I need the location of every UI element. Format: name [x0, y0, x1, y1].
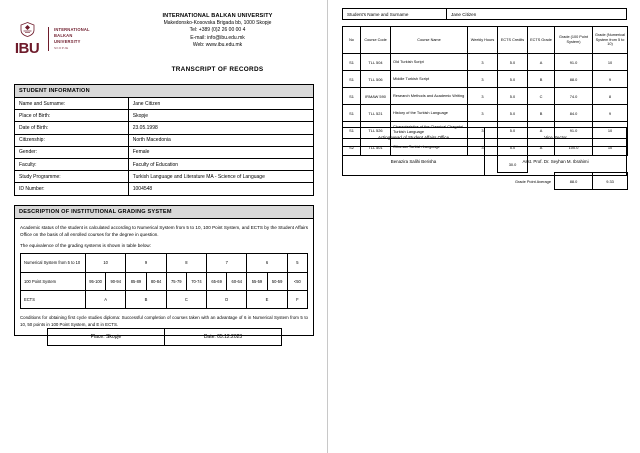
table-row — [343, 54, 628, 71]
row-value: Jane Citizen — [128, 98, 313, 110]
table-row — [15, 98, 313, 110]
grade-cell: 55-59 — [247, 272, 267, 290]
cell-no: S1 — [343, 54, 361, 71]
cell-course-name: Characteristics of the Classical Chagatai Turkish Language — [391, 122, 468, 139]
date-cell — [164, 329, 281, 345]
right-page — [328, 0, 640, 453]
grade-cell: 75-79 — [166, 272, 186, 290]
cell-course-name: History of the Turkish Language — [391, 105, 468, 122]
table-row — [15, 158, 313, 170]
student-name-value: Jane Citizen — [446, 9, 626, 19]
column-header-ects-credits: ECTS Credits — [498, 27, 528, 54]
cell-ects-credits: 5.0 — [498, 105, 528, 122]
table-row — [343, 88, 628, 105]
cell-ects-grade: A — [528, 122, 555, 139]
student-information-table — [15, 98, 313, 195]
grade-cell: E — [247, 290, 287, 308]
grade-cell: 90-94 — [106, 272, 126, 290]
table-row — [343, 105, 628, 122]
table-header-row — [343, 27, 628, 54]
cell-course-code: IRMAW 590 — [361, 88, 391, 105]
gpa-points: 88.0 — [555, 173, 593, 190]
cell-grade-100: 74.0 — [555, 88, 593, 105]
cell-ects-credits: 5.0 — [498, 54, 528, 71]
grade-cell: 50-59 — [267, 272, 287, 290]
date-label: Date: — [203, 334, 216, 340]
grade-cell: D — [207, 290, 247, 308]
cell-no: S1 — [343, 105, 361, 122]
cell-course-code: TLL 506 — [361, 71, 391, 88]
crest-icon — [19, 22, 36, 37]
column-header-grade-numeric: Grade (Numerical System from 5 to 10) — [593, 27, 628, 54]
grade-cell: A — [86, 290, 126, 308]
grading-subtitle: The equivalence of the grading systems is shown in table below: — [20, 243, 151, 249]
cell-grade-100: 100.0 — [555, 139, 593, 156]
grade-cell: 7 — [207, 254, 247, 272]
cell-no: S1 — [343, 122, 361, 139]
university-email: E-mail: info@ibu.edu.mk — [190, 34, 245, 41]
cell-ects-credits: 5.0 — [498, 122, 528, 139]
cell-course-code: TLL 501 — [361, 139, 391, 156]
page-title: TRANSCRIPT OF RECORDS — [171, 66, 264, 73]
column-header-ects-grade: ECTS Grade — [528, 27, 555, 54]
grade-cell: 70-74 — [186, 272, 206, 290]
row-value: Female — [128, 146, 313, 158]
place-date-row — [48, 329, 281, 345]
logo-line-1: INTERNATIONAL — [54, 26, 90, 32]
head-of-student-affairs-label: Acting Head of Student Affairs Office — [343, 128, 485, 147]
table-row — [343, 128, 627, 147]
logo-line-2: BALKAN — [54, 33, 73, 39]
cell-course-name: Research Methods and Academic Writing — [391, 88, 468, 105]
table-row — [21, 290, 308, 308]
place-value: Skopje — [106, 334, 122, 340]
table-row — [15, 110, 313, 122]
row-label: 100 Point System — [21, 272, 86, 290]
grade-cell: 10 — [86, 254, 126, 272]
cell-grade-numeric: 8 — [593, 88, 628, 105]
column-header-course-code: Course Code — [361, 27, 391, 54]
cell-grade-100: 84.0 — [555, 105, 593, 122]
cell-weekly-hours: 3 — [468, 122, 498, 139]
logo-line-3: UNIVERSITY — [54, 39, 81, 45]
grading-conditions: Conditions for obtaining first cycle studies diploma: Successful completion of courses taken with an advantage of 6 in Numerical System from 5 to 10, 50 points in 100 Point System, and E in ECTS. — [20, 315, 308, 327]
row-label: Gender: — [15, 146, 128, 158]
cell-grade-100: 88.0 — [555, 71, 593, 88]
grade-equivalence-table — [20, 253, 308, 309]
table-row — [21, 272, 308, 290]
cell-weekly-hours: 3 — [468, 139, 498, 156]
student-information-header: STUDENT INFORMATION — [15, 85, 313, 98]
place-cell — [48, 329, 164, 345]
grade-cell: 85-89 — [126, 272, 146, 290]
grade-cell: 60-64 — [227, 272, 247, 290]
university-logo — [12, 22, 112, 56]
cell-ects-grade: C — [528, 88, 555, 105]
grade-cell: 65-69 — [207, 272, 227, 290]
cell-grade-numeric: 10 — [593, 139, 628, 156]
table-row — [343, 147, 627, 176]
table-row — [15, 146, 313, 158]
cell-grade-numeric: 9 — [593, 105, 628, 122]
university-name: INTERNATIONAL BALKAN UNIVERSITY — [162, 13, 273, 19]
gpa-numeric: 9.33 — [593, 173, 628, 190]
cell-ects-credits: 5.0 — [498, 139, 528, 156]
grade-cell: 6 — [247, 254, 287, 272]
grade-cell: C — [166, 290, 206, 308]
grade-cell: 8 — [166, 254, 206, 272]
grade-cell: 80-84 — [146, 272, 166, 290]
grade-cell: F — [287, 290, 307, 308]
column-header-course-name: Course Name — [391, 27, 468, 54]
row-label: Name and Surname: — [19, 100, 66, 107]
row-value: Turkish Language and Literature MA - Science of Language — [128, 171, 313, 183]
row-value: North Macedonia — [128, 134, 313, 146]
grade-cell: 9 — [126, 254, 166, 272]
university-tel: Tel: +389 (0)2 26 00 00 4 — [189, 27, 246, 34]
grade-cell: 95-100 — [86, 272, 106, 290]
head-of-student-affairs-name: Benazira Salihi Berisha — [343, 147, 485, 176]
cell-ects-grade: B — [528, 71, 555, 88]
cell-weekly-hours: 3 — [468, 54, 498, 71]
ects-total-value: 30.0 — [498, 156, 528, 173]
gpa-label: Grade Point Average — [514, 178, 551, 184]
column-header-grade-100: Grade (100 Point System) — [555, 27, 593, 54]
row-value: Skopje — [128, 110, 313, 122]
row-label: Numerical System from 5 to 10 — [21, 254, 86, 272]
student-name-label: Student's Name and Surname — [347, 11, 409, 17]
row-value: Faculty of Education — [128, 158, 313, 170]
logo-mark — [12, 22, 42, 56]
row-label: Date of Birth: — [15, 122, 128, 134]
cell-course-code: TLL 526 — [361, 122, 391, 139]
cell-weekly-hours: 3 — [468, 71, 498, 88]
row-label: Study Programme: — [15, 171, 128, 183]
logo-wordmark — [48, 27, 90, 51]
logo-city: SKOPJE — [54, 46, 69, 51]
cell-grade-numeric: 9 — [593, 71, 628, 88]
grading-paragraph: Academic status of the student is calculated according to Numerical System from 5 to 10, 100 Point System, and ECTS by the Student Affairs Office on the basis of all enrolled courses for the degree in question. — [20, 225, 308, 238]
cell-course-name: Old Turkish Script — [391, 54, 468, 71]
cell-ects-credits: 5.0 — [498, 88, 528, 105]
cell-weekly-hours: 3 — [468, 88, 498, 105]
vice-rector-name: Asst. Prof. Dr. Seyhan M. Ibrahimi — [485, 147, 627, 176]
date-value: 05.12.2023 — [217, 334, 243, 340]
place-date-section — [47, 328, 282, 346]
cell-grade-100: 91.0 — [555, 122, 593, 139]
grade-cell: B — [126, 290, 166, 308]
cell-ects-credits: 5.0 — [498, 71, 528, 88]
column-header-weekly-hours: Weekly Hours — [468, 27, 498, 54]
row-value: 23.05.1998 — [128, 122, 313, 134]
cell-grade-100: 91.0 — [555, 54, 593, 71]
cell-ects-grade: B — [528, 105, 555, 122]
cell-no: S2 — [343, 139, 361, 156]
cell-course-code: TLL 521 — [361, 105, 391, 122]
cell-course-name: Middle Turkish Script — [391, 71, 468, 88]
place-label: Place: — [90, 334, 105, 340]
table-row — [343, 71, 628, 88]
row-label: Citizenship: — [15, 134, 128, 146]
column-header-no: No — [343, 27, 361, 54]
university-address: Makedonsko-Kosovska Brigada bb, 1000 Skopje — [163, 20, 272, 27]
row-label: ECTS — [21, 290, 86, 308]
table-row — [21, 254, 308, 272]
cell-no: S1 — [343, 71, 361, 88]
university-web: Web: www.ibu.edu.mk — [192, 41, 243, 48]
grade-cell: 5 — [287, 254, 307, 272]
table-row — [15, 134, 313, 146]
cell-grade-numeric: 10 — [593, 54, 628, 71]
cell-ects-grade: A — [528, 139, 555, 156]
student-information-section — [14, 84, 314, 196]
logo-acronym: IBU — [14, 40, 40, 57]
table-row — [15, 171, 313, 183]
cell-course-code: TLL 504 — [361, 54, 391, 71]
row-label: Faculty: — [15, 158, 128, 170]
table-row — [15, 122, 313, 134]
cell-no: S1 — [343, 88, 361, 105]
signatories-table — [342, 127, 627, 176]
cell-ects-grade: A — [528, 54, 555, 71]
row-label: Place of Birth: — [15, 110, 128, 122]
cell-weekly-hours: 3 — [468, 105, 498, 122]
student-name-bar — [342, 8, 627, 20]
cell-grade-numeric: 10 — [593, 122, 628, 139]
row-label: ID Number: — [15, 183, 128, 195]
grading-system-section — [14, 205, 314, 336]
cell-course-name: Ottoman Turkish Language — [391, 139, 468, 156]
row-value: 1004548 — [128, 183, 313, 195]
grading-system-header: DESCRIPTION OF INSTITUTIONAL GRADING SYSTEM — [15, 206, 313, 219]
vice-rector-label: Vice Rector — [485, 128, 627, 147]
table-row — [15, 183, 313, 195]
grade-cell: <50 — [287, 272, 307, 290]
university-header — [120, 12, 315, 49]
grading-system-body — [15, 219, 313, 335]
